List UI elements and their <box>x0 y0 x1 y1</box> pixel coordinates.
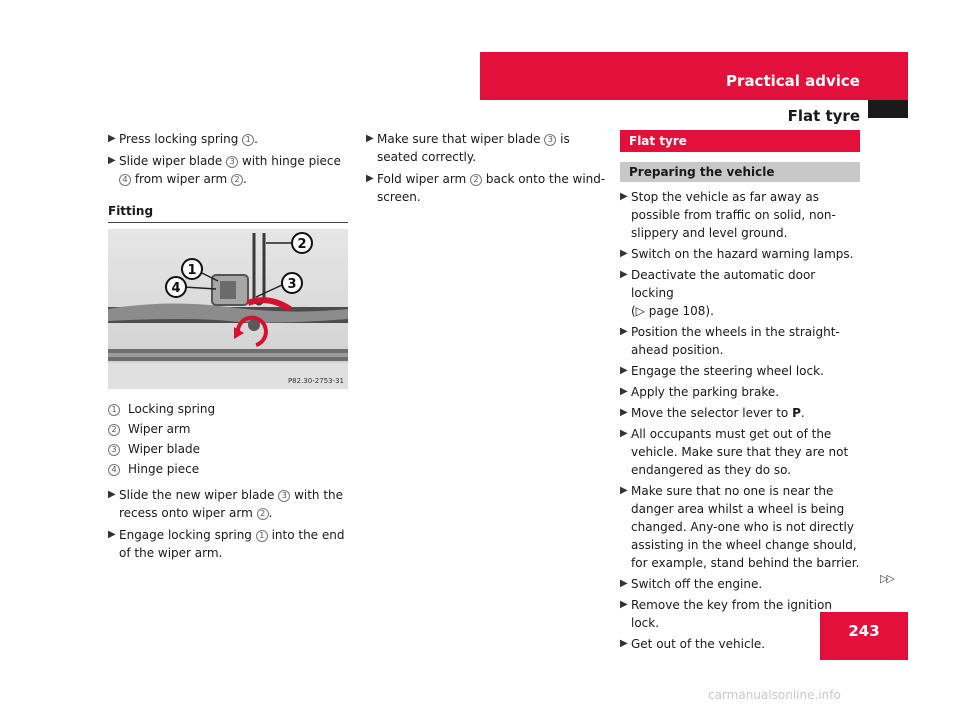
step-check-seated: ▶ Make sure that wiper blade 3 is seated correctly. <box>366 132 570 164</box>
list-item: ▶ Stop the vehicle as far away as possible from traffic on solid, non-slippery and level ground. <box>620 190 836 240</box>
step-engage-locking-spring: ▶ Engage locking spring 1 into the end of the wiper arm. <box>108 528 345 560</box>
chapter-title: Practical advice <box>726 72 860 90</box>
list-item: ▶ Remove the key from the ignition lock. <box>620 598 832 630</box>
arrow-icon: ▶ <box>108 489 116 500</box>
page-number-box <box>820 612 908 660</box>
callout-number: 3 <box>226 156 238 168</box>
right-column <box>620 130 860 656</box>
step-fold-wiper-arm: ▶ Fold wiper arm 2 back onto the wind-screen. <box>366 172 606 204</box>
list-item: ▶ Move the selector lever to P. <box>620 406 805 420</box>
flat-tyre-title: Flat tyre <box>620 130 860 152</box>
arrow-icon: ▶ <box>620 485 628 496</box>
selector-value: P <box>792 406 801 420</box>
list-item: ▶ Get out of the vehicle. <box>620 637 766 651</box>
list-item: ▶ Deactivate the automatic door locking (▷ page 108). <box>620 268 816 318</box>
fitting-heading: Fitting <box>108 202 348 223</box>
middle-column <box>366 130 606 210</box>
list-item: ▶ Apply the parking brake. <box>620 385 780 399</box>
arrow-icon: ▶ <box>620 269 628 280</box>
arrow-icon: ▶ <box>620 191 628 202</box>
arrow-icon: ▶ <box>108 155 116 166</box>
arrow-icon: ▶ <box>620 365 628 376</box>
arrow-icon: ▶ <box>620 599 628 610</box>
callout-number: 2 <box>231 174 243 186</box>
page-number: 243 <box>848 622 880 640</box>
arrow-icon: ▶ <box>366 173 374 184</box>
left-column <box>108 130 348 566</box>
arrow-icon: ▶ <box>620 407 628 418</box>
step-slide-new-blade: ▶ Slide the new wiper blade 3 with the recess onto wiper arm 2 . <box>108 488 344 520</box>
step-press-locking-spring: ▶ Press locking spring 1 . <box>108 132 258 146</box>
legend <box>108 400 348 478</box>
preparation-steps <box>620 188 860 653</box>
list-item: ▶ All occupants must get out of the vehicle. Make sure that they are not endangered as they do so. <box>620 427 849 477</box>
list-item: ▶ Switch off the engine. <box>620 577 763 591</box>
callout-1: 1 <box>187 263 197 278</box>
arrow-icon: ▶ <box>620 248 628 259</box>
legend-item: 3 Wiper blade <box>108 440 348 458</box>
callout-2: 2 <box>297 237 307 252</box>
arrow-icon: ▶ <box>108 529 116 540</box>
step-slide-wiper-blade: ▶ Slide wiper blade 3 with hinge piece 4 from wiper arm 2 . <box>108 154 341 186</box>
image-code: P82.30-2753-31 <box>287 377 344 385</box>
legend-item: 4 Hinge piece <box>108 460 348 478</box>
arrow-icon: ▶ <box>620 638 628 649</box>
arrow-icon: ▶ <box>620 428 628 439</box>
section-tab <box>868 100 908 118</box>
callout-number: 4 <box>119 174 131 186</box>
watermark: carmanualsonline.info <box>708 688 841 702</box>
continued-icon: ▷▷ <box>880 572 893 585</box>
legend-item: 2 Wiper arm <box>108 420 348 438</box>
callout-3: 3 <box>287 277 297 292</box>
list-item: ▶ Engage the steering wheel lock. <box>620 364 824 378</box>
wiper-fitting-photo <box>108 229 348 389</box>
page-reference[interactable]: (▷ page 108). <box>631 304 714 318</box>
list-item: ▶ Make sure that no one is near the danger area whilst a wheel is being changed. Any-one who is not directly assisting in the wheel change should, for example, stand behind the barrier. <box>620 484 860 570</box>
callout-4: 4 <box>171 281 181 296</box>
list-item: ▶ Switch on the hazard warning lamps. <box>620 247 854 261</box>
arrow-icon: ▶ <box>620 578 628 589</box>
arrow-icon: ▶ <box>366 133 374 144</box>
preparing-vehicle-heading: Preparing the vehicle <box>620 162 860 182</box>
list-item: ▶ Position the wheels in the straight-ahead position. <box>620 325 840 357</box>
arrow-icon: ▶ <box>620 326 628 337</box>
section-title: Flat tyre <box>787 107 860 125</box>
legend-item: 1 Locking spring <box>108 400 348 418</box>
callout-number: 1 <box>242 134 254 146</box>
arrow-icon: ▶ <box>620 386 628 397</box>
chapter-header <box>480 52 908 100</box>
arrow-icon: ▶ <box>108 133 116 144</box>
